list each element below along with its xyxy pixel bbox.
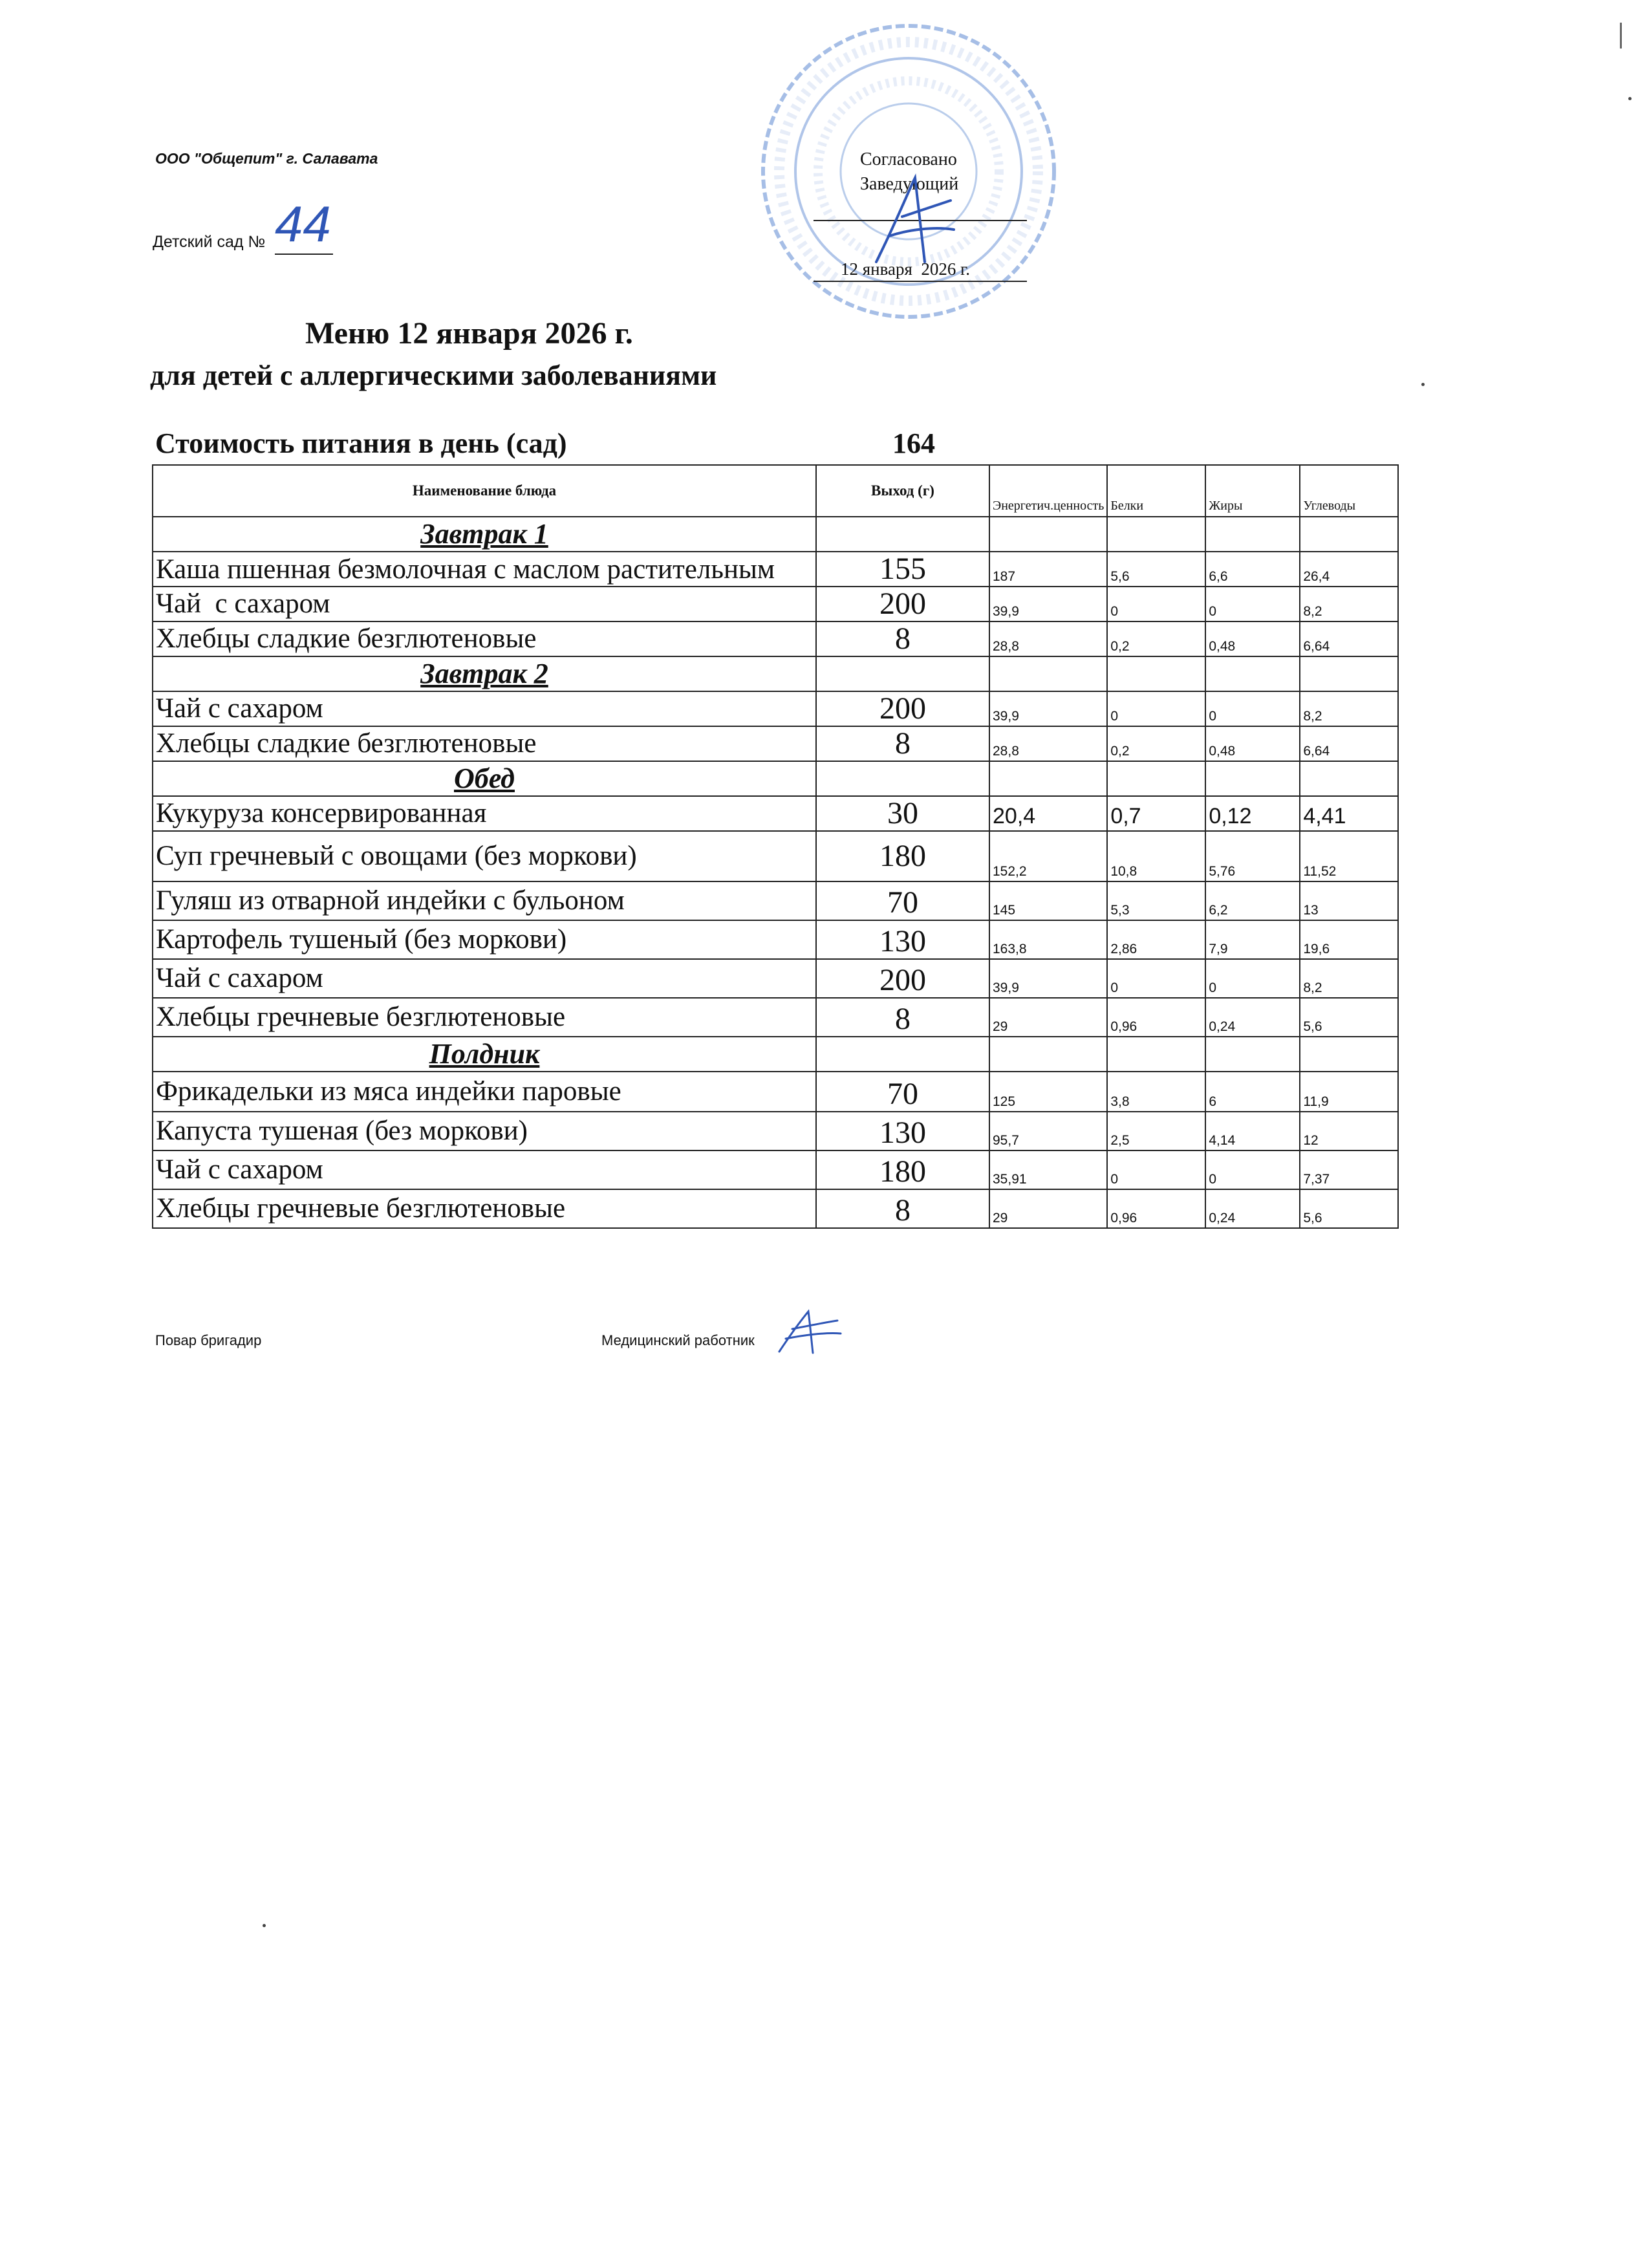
scan-speck: [263, 1924, 266, 1927]
scan-speck: [1421, 383, 1425, 386]
dish-name: Чай с сахаром: [153, 587, 816, 621]
dish-energy: 145: [989, 881, 1107, 920]
page-subtitle: для детей с аллергическими заболеваниями: [150, 360, 717, 391]
dish-protein: 2,5: [1107, 1112, 1205, 1150]
dish-name: Картофель тушеный (без моркови): [153, 920, 816, 959]
dish-protein: 5,6: [1107, 552, 1205, 587]
header-fat: Жиры: [1205, 465, 1300, 517]
dish-carbs: 5,6: [1300, 1189, 1398, 1228]
dish-protein: 0,2: [1107, 621, 1205, 656]
dish-name: Чай с сахаром: [153, 959, 816, 998]
dish-fat: 0,24: [1205, 998, 1300, 1037]
dish-protein: 2,86: [1107, 920, 1205, 959]
kindergarten-number: 44: [275, 194, 333, 255]
dish-protein: 3,8: [1107, 1072, 1205, 1112]
dish-name: Каша пшенная безмолочная с маслом растительным: [153, 552, 816, 587]
dish-output: 70: [816, 1072, 989, 1112]
table-row: [153, 1112, 1398, 1150]
dish-energy: 35,91: [989, 1150, 1107, 1189]
dish-protein: 0: [1107, 1150, 1205, 1189]
section-row: [153, 761, 1398, 796]
dish-name: Хлебцы сладкие безглютеновые: [153, 621, 816, 656]
dish-output: 180: [816, 1150, 989, 1189]
dish-energy: 28,8: [989, 726, 1107, 761]
dish-energy: 29: [989, 1189, 1107, 1228]
dish-energy: 152,2: [989, 831, 1107, 881]
dish-protein: 10,8: [1107, 831, 1205, 881]
dish-fat: 6,2: [1205, 881, 1300, 920]
dish-output: 70: [816, 881, 989, 920]
dish-name: Чай с сахаром: [153, 1150, 816, 1189]
dish-protein: 0,96: [1107, 1189, 1205, 1228]
page-title: Меню 12 января 2026 г.: [305, 316, 633, 351]
dish-carbs: 6,64: [1300, 621, 1398, 656]
dish-output: 200: [816, 587, 989, 621]
medic-label: Медицинский работник: [601, 1332, 755, 1348]
dish-fat: 4,14: [1205, 1112, 1300, 1150]
header-energy: Энергетич.ценность: [989, 465, 1107, 517]
header-protein: Белки: [1107, 465, 1205, 517]
dish-name: Хлебцы сладкие безглютеновые: [153, 726, 816, 761]
dish-fat: 0: [1205, 587, 1300, 621]
dish-carbs: 4,41: [1300, 796, 1398, 831]
dish-energy: 163,8: [989, 920, 1107, 959]
table-row: [153, 587, 1398, 621]
dish-energy: 125: [989, 1072, 1107, 1112]
cost-label: Стоимость питания в день (сад): [155, 427, 567, 459]
signature-icon: [863, 165, 960, 275]
dish-carbs: 8,2: [1300, 691, 1398, 726]
dish-energy: 20,4: [989, 796, 1107, 831]
table-row: [153, 831, 1398, 881]
dish-name: Чай с сахаром: [153, 691, 816, 726]
dish-carbs: 8,2: [1300, 587, 1398, 621]
table-row: [153, 959, 1398, 998]
table-row: [153, 1189, 1398, 1228]
dish-fat: 0: [1205, 691, 1300, 726]
dish-name: Капуста тушеная (без моркови): [153, 1112, 816, 1150]
dish-name: Суп гречневый с овощами (без моркови): [153, 831, 816, 881]
dish-energy: 187: [989, 552, 1107, 587]
scan-speck: [1628, 97, 1632, 100]
dish-fat: 0,48: [1205, 621, 1300, 656]
section-row: [153, 656, 1398, 691]
table-row: [153, 998, 1398, 1037]
table-row: [153, 691, 1398, 726]
dish-energy: 39,9: [989, 691, 1107, 726]
table-row: [153, 881, 1398, 920]
dish-carbs: 7,37: [1300, 1150, 1398, 1189]
dish-output: 200: [816, 959, 989, 998]
dish-carbs: 11,52: [1300, 831, 1398, 881]
approval-date: 12 января 2026 г.: [841, 259, 970, 279]
approval-label: Согласовано: [860, 149, 957, 169]
section-title: Обед: [153, 761, 816, 796]
dish-fat: 5,76: [1205, 831, 1300, 881]
table-row: [153, 920, 1398, 959]
dish-carbs: 19,6: [1300, 920, 1398, 959]
section-row: [153, 1037, 1398, 1072]
dish-energy: 39,9: [989, 959, 1107, 998]
table-row: [153, 621, 1398, 656]
dish-energy: 95,7: [989, 1112, 1107, 1150]
dish-fat: 7,9: [1205, 920, 1300, 959]
dish-energy: 39,9: [989, 587, 1107, 621]
section-title: Завтрак 1: [153, 517, 816, 552]
dish-fat: 0,12: [1205, 796, 1300, 831]
dish-fat: 0: [1205, 959, 1300, 998]
dish-name: Хлебцы гречневые безглютеновые: [153, 1189, 816, 1228]
table-row: [153, 796, 1398, 831]
dish-output: 130: [816, 1112, 989, 1150]
scan-edge-mark: [1620, 23, 1622, 49]
dish-fat: 6,6: [1205, 552, 1300, 587]
dish-energy: 28,8: [989, 621, 1107, 656]
header-carbs: Углеводы: [1300, 465, 1398, 517]
dish-carbs: 5,6: [1300, 998, 1398, 1037]
dish-protein: 0,96: [1107, 998, 1205, 1037]
medic-signature-icon: [773, 1306, 844, 1358]
dish-protein: 0: [1107, 587, 1205, 621]
header-name: Наименование блюда: [153, 465, 816, 517]
dish-fat: 6: [1205, 1072, 1300, 1112]
dish-fat: 0: [1205, 1150, 1300, 1189]
table-row: [153, 1150, 1398, 1189]
dish-name: Гуляш из отварной индейки с бульоном: [153, 881, 816, 920]
table-header-row: [153, 465, 1398, 517]
table-row: [153, 726, 1398, 761]
dish-output: 200: [816, 691, 989, 726]
dish-output: 180: [816, 831, 989, 881]
dish-output: 8: [816, 1189, 989, 1228]
dish-name: Кукуруза консервированная: [153, 796, 816, 831]
dish-carbs: 26,4: [1300, 552, 1398, 587]
dish-fat: 0,48: [1205, 726, 1300, 761]
dish-output: 8: [816, 621, 989, 656]
dish-protein: 0,2: [1107, 726, 1205, 761]
dish-carbs: 13: [1300, 881, 1398, 920]
kindergarten-label: Детский сад №: [153, 233, 266, 251]
dish-output: 155: [816, 552, 989, 587]
dish-carbs: 12: [1300, 1112, 1398, 1150]
cook-label: Повар бригадир: [155, 1332, 262, 1348]
dish-output: 8: [816, 998, 989, 1037]
dish-name: Хлебцы гречневые безглютеновые: [153, 998, 816, 1037]
dish-protein: 0: [1107, 959, 1205, 998]
approval-position: Заведующий: [860, 174, 959, 194]
dish-energy: 29: [989, 998, 1107, 1037]
section-title: Завтрак 2: [153, 656, 816, 691]
menu-table: [152, 464, 1399, 1229]
section-title: Полдник: [153, 1037, 816, 1072]
dish-protein: 5,3: [1107, 881, 1205, 920]
table-row: [153, 1072, 1398, 1112]
cost-value: 164: [892, 427, 935, 459]
dish-carbs: 11,9: [1300, 1072, 1398, 1112]
section-row: [153, 517, 1398, 552]
dish-carbs: 6,64: [1300, 726, 1398, 761]
date-line: [814, 281, 1027, 282]
header-output: Выход (г): [816, 465, 989, 517]
dish-protein: 0,7: [1107, 796, 1205, 831]
dish-carbs: 8,2: [1300, 959, 1398, 998]
dish-name: Фрикадельки из мяса индейки паровые: [153, 1072, 816, 1112]
dish-output: 8: [816, 726, 989, 761]
dish-output: 30: [816, 796, 989, 831]
dish-protein: 0: [1107, 691, 1205, 726]
dish-fat: 0,24: [1205, 1189, 1300, 1228]
dish-output: 130: [816, 920, 989, 959]
table-row: [153, 552, 1398, 587]
organization-name: ООО "Общепит" г. Салавата: [155, 150, 378, 167]
